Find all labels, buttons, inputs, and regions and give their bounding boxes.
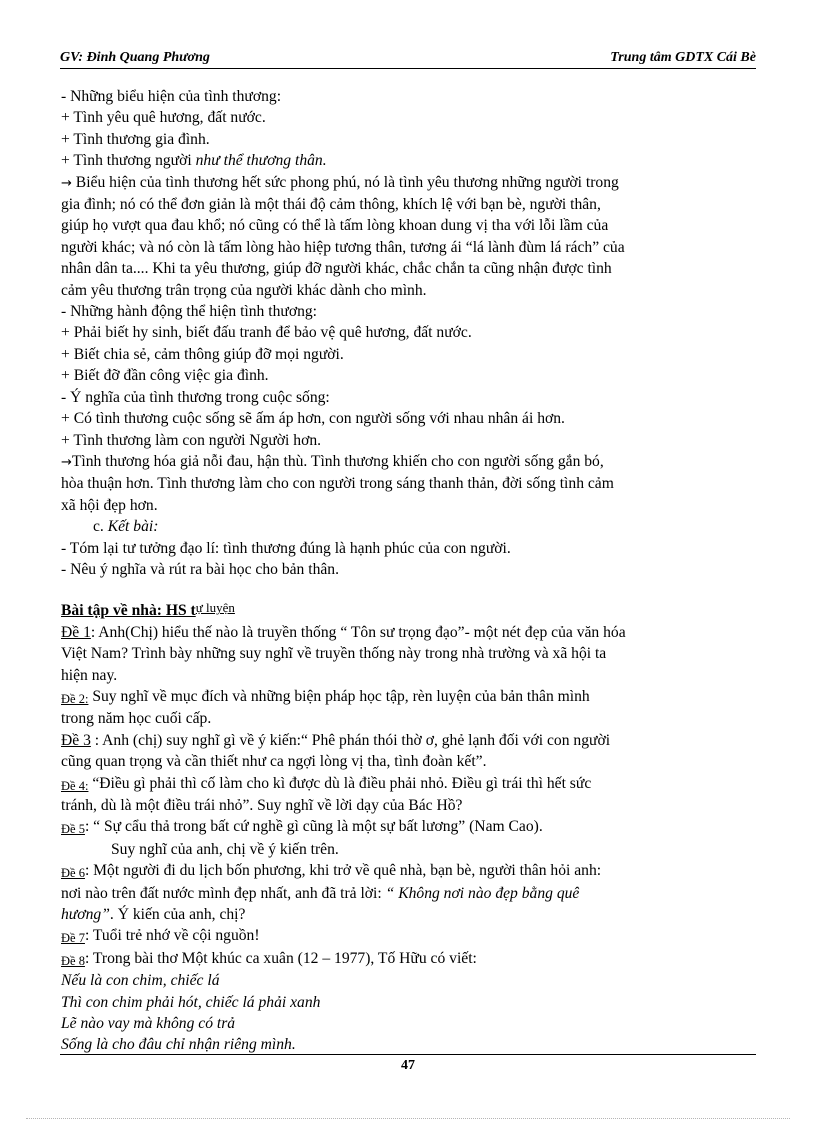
exercise-text: hiện nay. (61, 666, 118, 684)
exercise-text: trong năm học cuối cấp. (61, 710, 212, 728)
paragraph: + Tình thương gia đình. (61, 130, 210, 148)
paragraph: + Có tình thương cuộc sống sẽ ấm áp hơn, con người sống với nhau nhân ái hơn. (61, 410, 565, 428)
exercise-text: Việt Nam? Trình bày những suy nghĩ về truyền thống này trong nhà trường và xã hội ta (61, 645, 607, 663)
exercise-label: Đề 2: (61, 691, 89, 706)
exercise-text: : Anh(Chị) hiểu thế nào là truyền thống “ Tôn sư trọng đạo”- một nét đẹp của văn hóa (90, 623, 626, 641)
homework-title (61, 600, 758, 621)
exercise-text: : Anh (chị) suy nghĩ gì về ý kiến:“ Phê phán thói thờ ơ, ghẻ lạnh đối với con người (90, 731, 611, 749)
paragraph: giúp họ vượt qua đau khổ; nó cũng có thể là tấm lòng khoan dung vị tha với lỗi lầm của (61, 217, 609, 235)
paragraph (61, 172, 758, 194)
paragraph: người khác; và nó còn là tấm lòng hào hiệp tương thân, tương ái “lá lành đùm lá rách” của (61, 238, 625, 256)
section-title: Kết bài: (107, 518, 159, 536)
paragraph: xã hội đẹp hơn. (61, 496, 158, 514)
paragraph: gia đình; nó có thể đơn giản là một thái độ cảm thông, khích lệ với bạn bè, người thân, (61, 196, 601, 214)
paragraph (61, 451, 758, 473)
poem-line: Nếu là con chim, chiếc lá (61, 972, 220, 990)
paragraph: cảm yêu thương trân trọng của người khác dành cho mình. (61, 281, 427, 299)
text-span: Biểu hiện của tình thương hết sức phong phú, nó là tình yêu thương những người trong (71, 173, 619, 191)
spacer (61, 580, 758, 600)
text-span: + Tình thương người (61, 152, 196, 170)
exercise-text: : “ Sự cẩu thả trong bất cứ nghề gì cũng là một sự bất lương” (Nam Cao). (84, 818, 543, 836)
exercise-text: : Trong bài thơ Một khúc ca xuân (12 – 1977), Tố Hữu có viết: (84, 949, 477, 967)
page-bottom-border (26, 1118, 790, 1119)
exercise-2 (61, 686, 758, 708)
exercise-text: Suy nghĩ về mục đích và những biện pháp học tập, rèn luyện của bản thân mình (88, 687, 590, 705)
homework-title-text: Bài tập về nhà: HS t (61, 602, 196, 620)
header-rule (60, 68, 756, 69)
exercise-8 (61, 948, 758, 970)
italic-text: như thể thương thân. (195, 152, 327, 170)
exercise-5 (61, 816, 758, 838)
page-header (60, 50, 756, 68)
exercise-label: Đề 6 (61, 866, 85, 881)
exercise-text: tránh, dù là một điều trái nhỏ”. Suy nghĩ về lời dạy của Bác Hồ? (61, 797, 463, 814)
exercise-4 (61, 773, 758, 795)
italic-text: “ Không nơi nào đẹp bằng quê (385, 884, 580, 902)
footer-rule (60, 1054, 756, 1055)
paragraph: - Nêu ý nghĩa và rút ra bài học cho bản thân. (61, 560, 339, 578)
exercise-7 (61, 925, 758, 947)
exercise-label: Đề 7 (61, 931, 85, 946)
text-span: Tình thương hóa giả nỗi đau, hận thù. Tình thương khiến cho con người sống gắn bó, (71, 452, 604, 470)
page-number: 47 (401, 1058, 415, 1073)
paragraph: + Biết chia sẻ, cảm thông giúp đỡ mọi người. (61, 345, 344, 363)
exercise-3 (61, 730, 758, 751)
header-center: Trung tâm GDTX Cái Bè (610, 50, 756, 65)
exercise-text: cũng quan trọng và cần thiết như ca ngợi lòng vị tha, tình đoàn kết”. (61, 753, 487, 771)
paragraph: - Tóm lại tư tưởng đạo lí: tình thương đúng là hạnh phúc của con người. (61, 539, 511, 557)
exercise-label: Đề 4: (61, 778, 89, 793)
exercise-text: Suy nghĩ của anh, chị về ý kiến trên. (111, 840, 339, 858)
paragraph (61, 150, 758, 171)
arrow-icon: → (61, 454, 72, 470)
paragraph: + Tình yêu quê hương, đất nước. (61, 109, 266, 127)
exercise-label: Đề 5 (61, 822, 85, 837)
paragraph: + Phải biết hy sinh, biết đấu tranh để bảo vệ quê hương, đất nước. (61, 324, 472, 342)
page-body (61, 86, 758, 1056)
poem-line: Thì con chim phải hót, chiếc lá phải xanh (61, 993, 321, 1011)
text-span: nơi nào trên đất nước mình đẹp nhất, anh đã trả lời: (61, 884, 386, 902)
arrow-icon: → (61, 175, 72, 191)
paragraph: nhân dân ta.... Khi ta yêu thương, giúp đỡ người khác, chắc chắn ta cũng nhận được tình (61, 260, 612, 278)
exercise-text: : Tuổi trẻ nhớ về cội nguồn! (84, 927, 260, 945)
homework-title-sub: ự luyện (195, 600, 235, 616)
exercise-label: Đề 1 (61, 623, 91, 641)
exercise-text (61, 883, 758, 904)
italic-text: hương” (61, 906, 110, 924)
paragraph: - Những hành động thể hiện tình thương: (61, 303, 317, 321)
poem-line: Sống là cho đâu chỉ nhận riêng mình. (61, 1036, 296, 1054)
exercise-label: Đề 8 (61, 953, 85, 968)
section-label: c. (93, 518, 108, 536)
exercise-6 (61, 860, 758, 882)
exercise-text: “Điều gì phải thì cố làm cho kì được dù là điều phải nhỏ. Điều gì trái thì hết sức (88, 774, 592, 792)
text-span: . Ý kiến của anh, chị? (109, 906, 246, 924)
exercise-1 (61, 622, 758, 643)
poem-line: Lẽ nào vay mà không có trả (61, 1015, 236, 1033)
paragraph: hòa thuận hơn. Tình thương làm cho con người trong sáng thanh thản, đời sống tình cảm (61, 475, 614, 493)
paragraph: - Ý nghĩa của tình thương trong cuộc sống: (61, 388, 330, 406)
section-heading (61, 516, 758, 537)
header-author: GV: Đinh Quang Phương (60, 50, 210, 65)
paragraph: - Những biểu hiện của tình thương: (61, 88, 282, 105)
paragraph: + Biết đỡ đần công việc gia đình. (61, 367, 269, 385)
paragraph: + Tình thương làm con người Người hơn. (61, 431, 322, 449)
exercise-text: : Một người đi du lịch bốn phương, khi trở về quê nhà, bạn bè, người thân hỏi anh: (84, 862, 602, 880)
exercise-text (61, 904, 758, 925)
exercise-label: Đề 3 (61, 731, 91, 749)
